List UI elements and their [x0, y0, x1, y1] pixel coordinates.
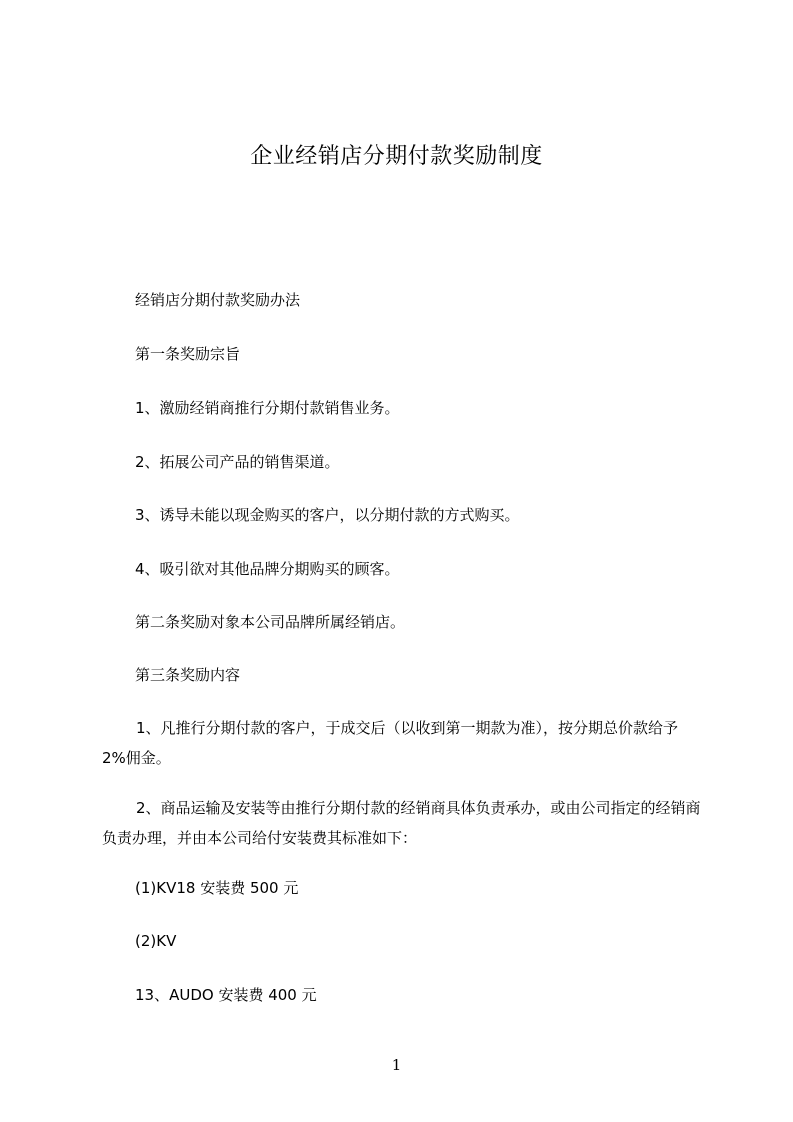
- purpose-item-4: 4、吸引欲对其他品牌分期购买的顾客。: [135, 560, 400, 578]
- article-3-heading: 第三条奖励内容: [135, 666, 241, 684]
- fee-line-3: 13、AUDO 安装费 400 元: [135, 986, 317, 1004]
- page-number: 1: [391, 1056, 402, 1074]
- purpose-item-2: 2、拓展公司产品的销售渠道。: [135, 453, 340, 471]
- article-1-heading: 第一条奖励宗旨: [135, 345, 241, 363]
- document-title: 企业经销店分期付款奖励制度: [250, 144, 543, 169]
- article-2-text: 第二条奖励对象本公司品牌所属经销店。: [135, 613, 406, 631]
- purpose-item-1: 1、激励经销商推行分期付款销售业务。: [135, 399, 400, 417]
- fee-line-1: (1)KV18 安装费 500 元: [135, 879, 299, 897]
- purpose-item-3: 3、诱导未能以现金购买的客户，以分期付款的方式购买。: [135, 506, 520, 524]
- fee-line-2: (2)KV: [135, 932, 177, 950]
- content-paragraph-1: 1、凡推行分期付款的客户，于成交后（以收到第一期款为准），按分期总价款给予 2%佣金。: [102, 719, 679, 767]
- section-heading-method: 经销店分期付款奖励办法: [135, 291, 301, 309]
- content-paragraph-2: 2、商品运输及安装等由推行分期付款的经销商具体负责承办，或由公司指定的经销商负责办理，并由本公司给付安装费其标准如下：: [102, 799, 701, 847]
